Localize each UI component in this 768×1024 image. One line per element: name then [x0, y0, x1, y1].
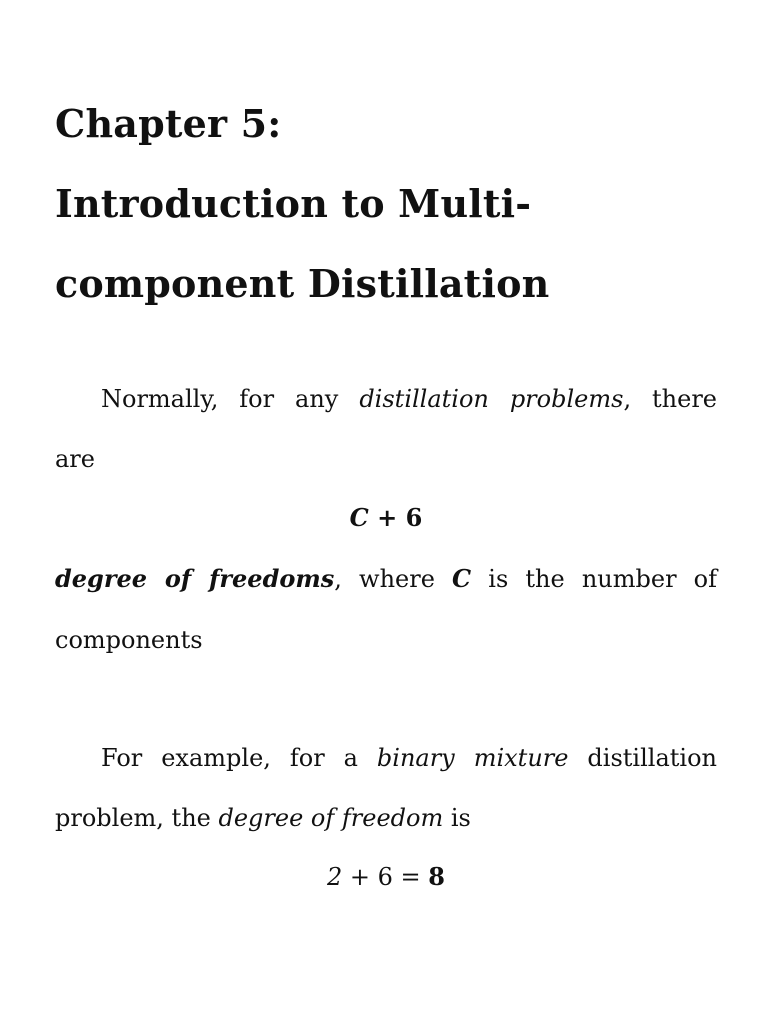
- paragraph-2-text-b: is the number of: [471, 565, 717, 593]
- equation-2-plus-6-equals-8: [55, 862, 717, 892]
- paragraph-1-emphasis: distillation problems: [359, 385, 624, 413]
- degree-of-freedoms-term: degree of freedoms: [55, 564, 335, 593]
- paragraph-3-line-1: [55, 743, 717, 773]
- equation-1-variable: C: [349, 503, 369, 532]
- paragraph-2-text-a: , where: [334, 565, 453, 593]
- paragraph-3-text-a: For example, for a: [101, 744, 377, 772]
- equation-1-number: 6: [405, 503, 423, 532]
- equation-2-middle: + 6 =: [342, 863, 429, 891]
- chapter-heading: [55, 84, 735, 324]
- paragraph-1-line-1: [55, 384, 717, 414]
- paragraph-3-emphasis-1: binary mixture: [376, 744, 569, 772]
- equation-c-plus-6: [55, 503, 717, 533]
- paragraph-2-line-2: components: [55, 626, 203, 654]
- equation-1-operator: +: [368, 503, 406, 532]
- paragraph-1-text-a: Normally, for any: [101, 385, 360, 413]
- paragraph-3-emphasis-2: degree of freedom: [218, 804, 444, 832]
- chapter-heading-line-3: component Distillation: [55, 261, 550, 306]
- paragraph-3-line-2: [55, 803, 717, 833]
- paragraph-3-text-b: distillation: [568, 744, 717, 772]
- paragraph-2-line-1: [55, 564, 717, 594]
- chapter-heading-line-2: Introduction to Multi-: [55, 181, 532, 226]
- paragraph-3-text-d: is: [443, 804, 471, 832]
- paragraph-3-text-c: problem, the: [55, 804, 219, 832]
- equation-2-term-a: 2: [327, 863, 343, 891]
- paragraph-1-text-b: , there: [623, 385, 717, 413]
- chapter-heading-line-1: Chapter 5:: [55, 101, 282, 146]
- paragraph-1-line-2: are: [55, 445, 95, 473]
- paragraph-2-variable: C: [452, 564, 472, 593]
- equation-2-result: 8: [428, 862, 445, 891]
